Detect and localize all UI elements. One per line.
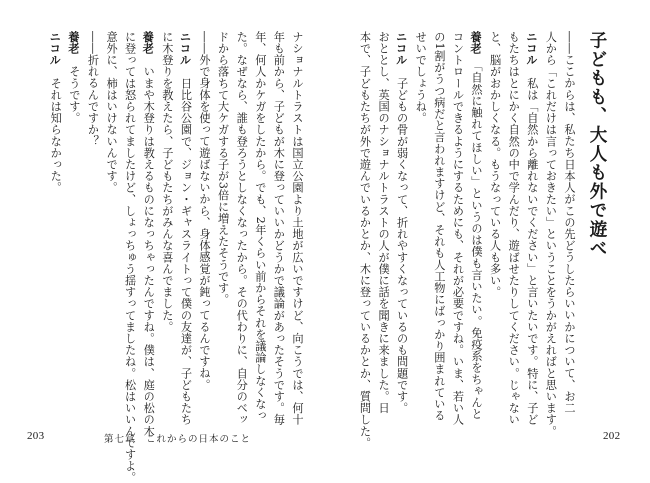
column-text: コントロールできるようにするためにも、それが必要ですね。いま、若い人 bbox=[451, 31, 465, 426]
text-column bbox=[157, 31, 176, 421]
text-column bbox=[232, 31, 251, 426]
text-column bbox=[485, 31, 504, 421]
column-text: の1割がうつ病だと言われますけど、それも人工物にばっかり囲まれている bbox=[432, 31, 446, 422]
text-column bbox=[287, 31, 306, 426]
column-text: いまや木登りは教えるものになっちゃったんですね。僕は、庭の松の木 bbox=[142, 65, 156, 438]
speaker-label: ニコル bbox=[524, 31, 539, 66]
text-column bbox=[120, 31, 139, 483]
column-text: 私は「自然から離れないでください」と言いたいです。特に、子ど bbox=[525, 77, 539, 426]
text-column bbox=[429, 31, 448, 421]
text-column bbox=[194, 31, 213, 421]
text-column bbox=[83, 31, 102, 421]
column-text: と、脳がおかしくなる。もうなっている人も多い。 bbox=[488, 31, 502, 298]
right-page bbox=[325, 0, 650, 459]
column-text: に木登りを教えたら、子どもたちがみんな喜んでました。 bbox=[160, 31, 174, 333]
column-text: それは知らなかった。 bbox=[49, 77, 63, 194]
text-column bbox=[269, 31, 288, 426]
column-text: 年、何人かケガをしたから。でも、2年くらい前からそれを議論しなくなっ bbox=[253, 31, 267, 422]
text-column bbox=[522, 31, 541, 426]
text-column bbox=[392, 31, 411, 421]
column-text: おととし、英国のナショナルトラストの人が僕に話を聞きに来ました。日 bbox=[377, 31, 391, 414]
text-column bbox=[504, 31, 523, 426]
text-column bbox=[559, 31, 578, 421]
text-column bbox=[411, 31, 430, 421]
text-column bbox=[541, 31, 560, 437]
text-column bbox=[46, 31, 65, 421]
column-text: ドから落ちて大ケガする子が3倍に増えたそうです。 bbox=[216, 31, 230, 306]
speaker-label: ニコル bbox=[48, 31, 63, 66]
section-heading: 子どもも、大人も外で遊べ bbox=[587, 31, 607, 258]
column-text: ――外で身体を使って遊ばないから、身体感覚が鈍ってるんですね。 bbox=[198, 31, 212, 391]
text-column bbox=[250, 31, 269, 421]
text-column bbox=[373, 31, 392, 421]
column-text: 子どもの骨が弱くなって、折れやすくなっているのも問題です。 bbox=[395, 77, 409, 414]
right-page-number: 202 bbox=[603, 430, 621, 442]
text-column bbox=[466, 31, 485, 421]
text-column bbox=[176, 31, 195, 426]
running-head: 第七章 これからの日本のこと bbox=[104, 434, 252, 445]
speaker-label: 養老 bbox=[141, 31, 156, 55]
text-column bbox=[139, 31, 158, 438]
column-text: ――ここからは、私たち日本人がこの先どうしたらいいかについて、お二 bbox=[563, 31, 576, 414]
speaker-label: ニコル bbox=[178, 31, 193, 66]
column-text: た。なぜなら、誰も登ろうとしなくなったから。その代わりに、自分のベッ bbox=[235, 31, 249, 426]
left-page-number: 203 bbox=[27, 430, 45, 442]
column-text: ――折れるんですか？ bbox=[86, 31, 100, 147]
column-text: 人から「これだけは言っておきたい」ということをうかがえればと思います。 bbox=[544, 31, 558, 437]
speaker-label: 養老 bbox=[66, 31, 81, 55]
speaker-label: ニコル bbox=[394, 31, 409, 66]
text-column bbox=[213, 31, 232, 421]
text-column bbox=[101, 31, 120, 421]
column-text: 意外に、柿はいけないんです。 bbox=[105, 31, 119, 194]
right-page-body bbox=[351, 31, 578, 449]
column-text: に登っては怒られてましたけど、しょっちゅう揺すってましたね。松はいいんですよ。 bbox=[123, 31, 137, 483]
column-text: 年も前から、子どもが木に登っていいかどうかで議論があったそうです。毎 bbox=[272, 31, 286, 426]
column-text: ナショナルトラストは国立公園より土地が広いですけど、向こうでは、何十 bbox=[291, 31, 304, 426]
column-text: もたちはとにかく自然の中で学んだり、遊ばせたりしてください。じゃない bbox=[507, 31, 521, 426]
column-text: せいでしょうね。 bbox=[414, 31, 428, 124]
speaker-label: 養老 bbox=[469, 31, 484, 55]
column-text: 本で、子どもたちが外で遊んでいるかとか、木に登っているかとか、質問した。 bbox=[358, 31, 372, 449]
column-text: 「自然に触れてほしい」というのは僕も言いたい。免疫系をちゃんと bbox=[470, 65, 484, 420]
column-text: 日比谷公園で、ジョン・ギャスライトって僕の友達が、子どもたち bbox=[179, 77, 193, 426]
text-column bbox=[448, 31, 467, 426]
text-column bbox=[355, 31, 374, 449]
text-column bbox=[64, 31, 83, 421]
column-text: そうです。 bbox=[67, 65, 81, 124]
